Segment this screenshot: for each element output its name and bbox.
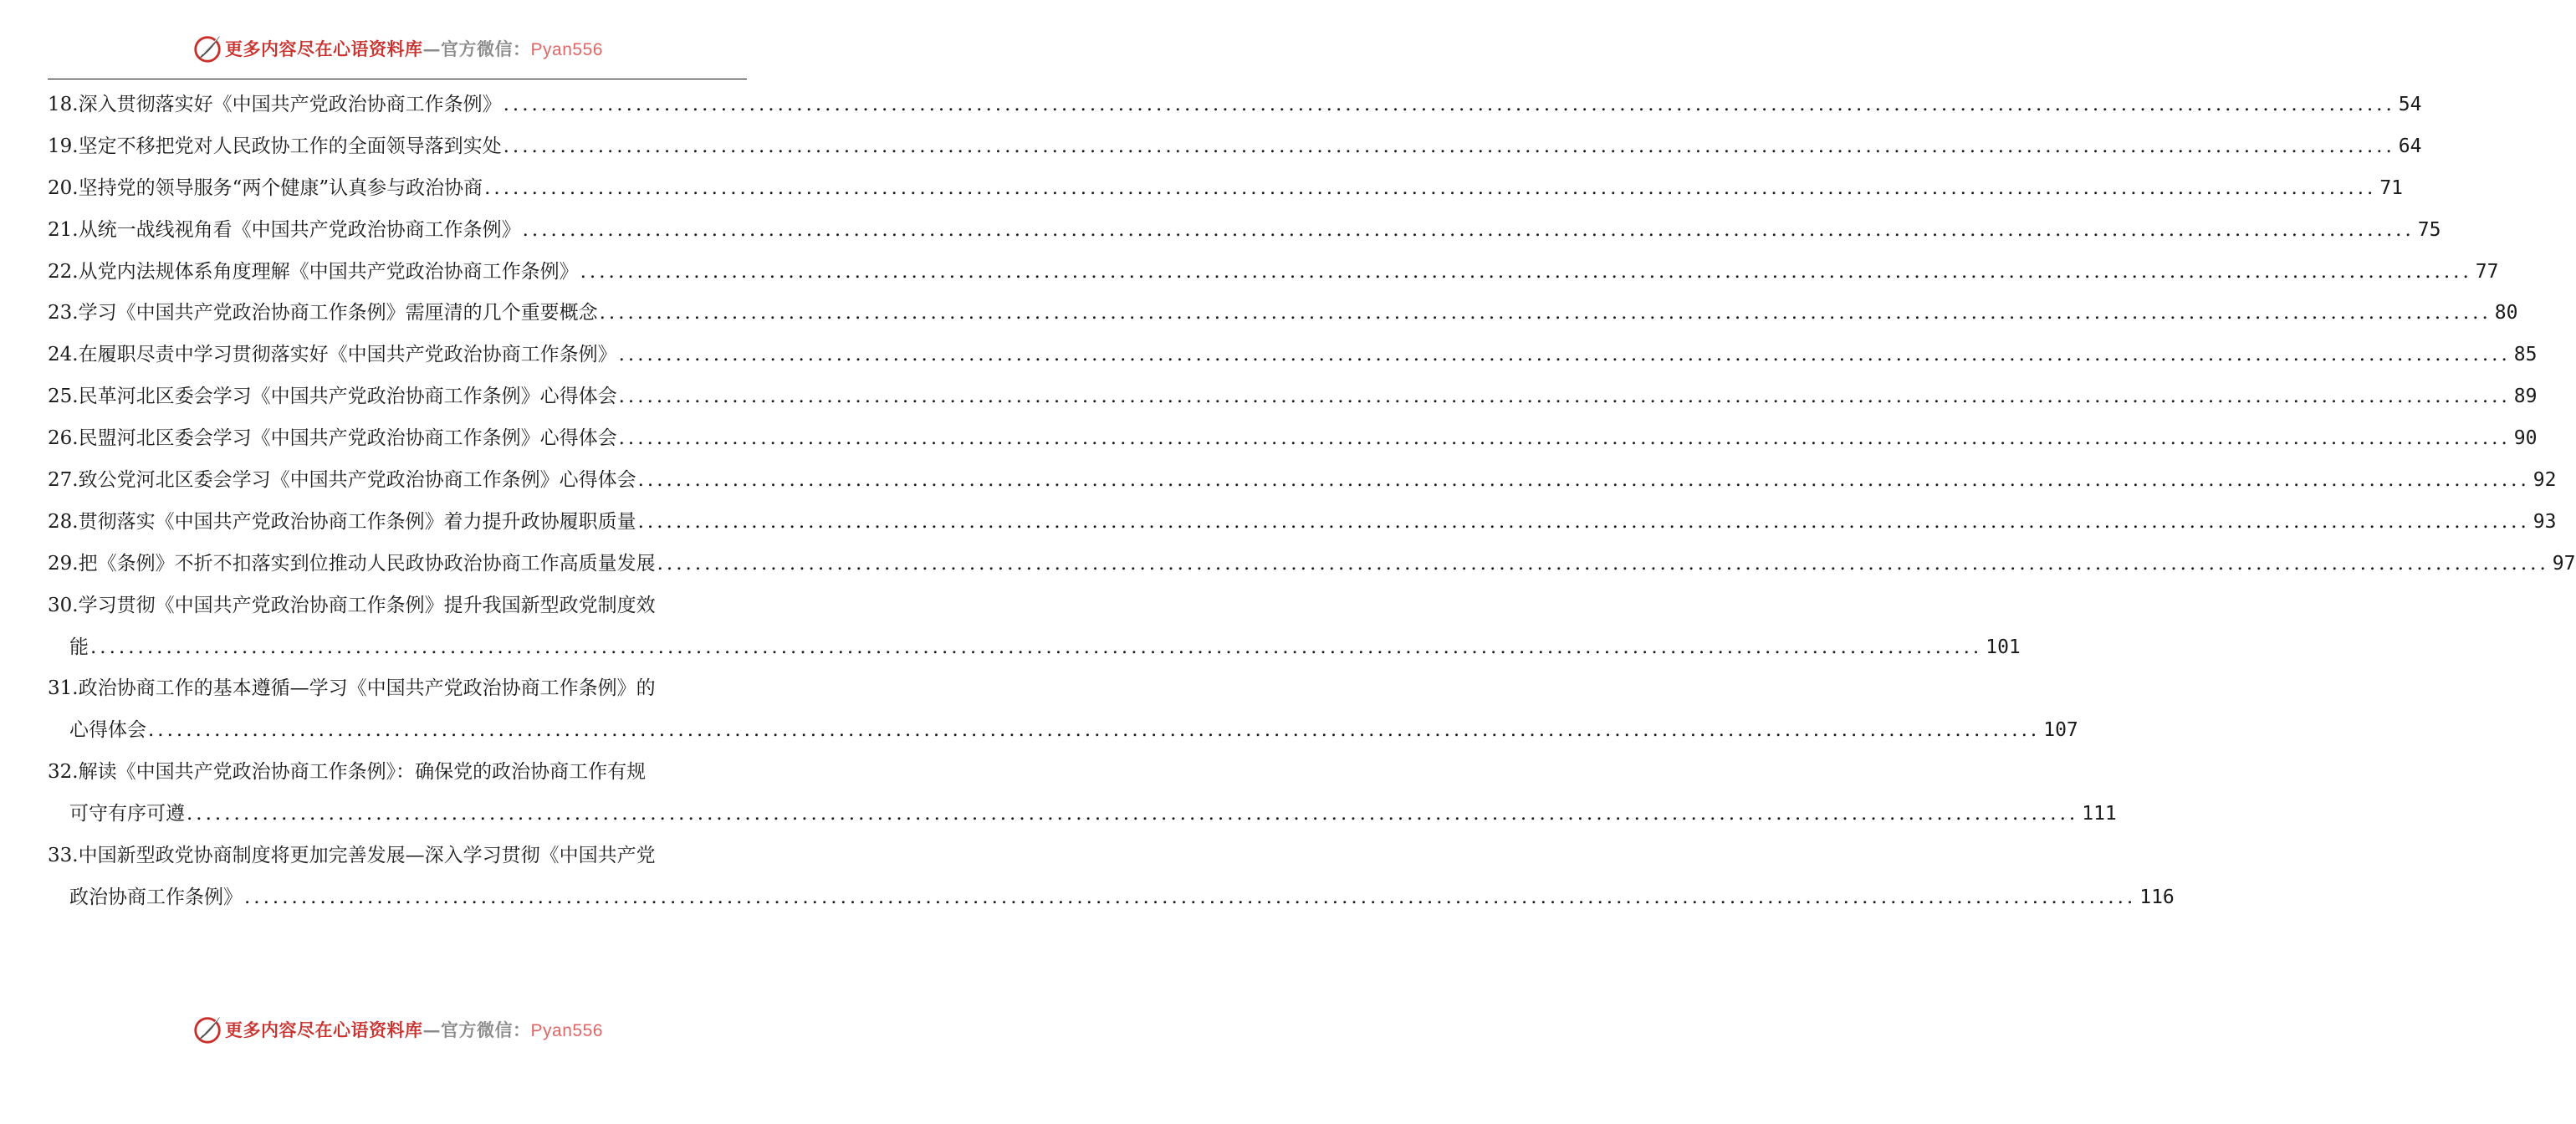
toc-entry-title: 23.学习《中国共产党政治协商工作条例》需厘清的几个重要概念 (48, 302, 598, 324)
toc-entry-line (48, 585, 747, 627)
toc-entry[interactable] (48, 210, 2441, 252)
toc-entry-title: 33.中国新型政党协商制度将更加完善发展—深入学习贯彻《中国共产党 (48, 845, 656, 867)
header-text (225, 36, 603, 61)
toc-entry[interactable] (48, 544, 2576, 585)
toc-entry[interactable] (48, 668, 2078, 752)
toc-entry-title: 心得体会 (69, 719, 146, 742)
toc-entry-page: 80 (2494, 302, 2518, 324)
toc-entry-page: 111 (2082, 803, 2117, 825)
toc-entry-line (48, 293, 2518, 335)
toc-entry-title: 32.解读《中国共产党政治协商工作条例》：确保党的政治协商工作有规 (48, 761, 647, 784)
toc-entry[interactable] (48, 418, 2538, 460)
toc-dot-leader: ........................................................................................................................................................................................................ (244, 886, 2137, 908)
toc-dot-leader: ........................................................................................................................................................................................................ (618, 427, 2511, 450)
toc-entry-line (48, 460, 2557, 502)
toc-entry-page: 97 (2552, 552, 2576, 575)
toc-entry-line (48, 668, 747, 710)
header-brand: 更多内容尽在心语资料库 (225, 38, 423, 59)
toc-entry-page: 75 (2417, 218, 2441, 241)
header-wechat-label: 官方微信： (441, 38, 531, 59)
toc-entry-page: 64 (2398, 135, 2422, 157)
toc-dot-leader: ........................................................................................................................................................................................................ (522, 218, 2415, 241)
toc-entry-line (48, 752, 747, 794)
toc-entry-page: 92 (2533, 469, 2557, 492)
toc-entry[interactable] (48, 752, 2117, 835)
toc-entry-title: 可守有序可遵 (69, 803, 185, 825)
toc-dot-leader: ........................................................................................................................................................................................................ (503, 94, 2395, 115)
toc-entry-page: 107 (2043, 719, 2078, 742)
toc-entry-page: 93 (2533, 510, 2557, 533)
toc-entry-line (48, 126, 2422, 168)
toc-entry[interactable] (48, 335, 2538, 376)
toc-entry-line (48, 376, 2538, 418)
toc-entry[interactable] (48, 126, 2422, 168)
toc-entry[interactable] (48, 502, 2557, 544)
toc-entry-title: 25.民革河北区委会学习《中国共产党政治协商工作条例》心得体会 (48, 386, 617, 408)
toc-entry-continuation (48, 877, 2175, 919)
toc-entry-title: 20.坚持党的领导服务“两个健康”认真参与政治协商 (48, 176, 483, 199)
toc-entry[interactable] (48, 835, 2175, 919)
toc-entry-page: 71 (2379, 176, 2404, 199)
toc-entry-line (48, 418, 2538, 460)
toc-entry-title: 24.在履职尽责中学习贯彻落实好《中国共产党政治协商工作条例》 (48, 344, 617, 366)
toc-entry-line (48, 502, 2557, 544)
quill-logo-icon (192, 33, 223, 64)
toc-entry[interactable] (48, 376, 2538, 418)
header-sep: — (422, 38, 442, 59)
toc-entry-line (48, 168, 2404, 210)
footer-wechat-id: Pyan556 (530, 1021, 603, 1040)
quill-logo-icon (192, 1014, 223, 1045)
toc-dot-leader: ........................................................................................................................................................................................................ (484, 176, 2377, 199)
toc-entry-title: 能 (69, 636, 89, 658)
toc-entry-continuation (48, 794, 2117, 835)
toc-entry[interactable] (48, 84, 2422, 126)
toc-entry-title: 28.贯彻落实《中国共产党政治协商工作条例》着力提升政协履职质量 (48, 510, 636, 533)
toc-dot-leader: ........................................................................................................................................................................................................ (148, 719, 2041, 742)
toc-entry-page: 54 (2398, 94, 2422, 115)
toc-entry-title: 22.从党内法规体系角度理解《中国共产党政治协商工作条例》 (48, 260, 579, 283)
toc-entry-line (48, 335, 2538, 376)
toc-dot-leader: ........................................................................................................................................................................................................ (187, 803, 2079, 825)
toc-entry-page: 101 (1986, 636, 2021, 658)
toc-entry-title: 26.民盟河北区委会学习《中国共产党政治协商工作条例》心得体会 (48, 427, 617, 450)
header-banner (0, 30, 795, 67)
toc-entry[interactable] (48, 585, 2021, 669)
toc-dot-leader: ........................................................................................................................................................................................................ (90, 636, 1983, 658)
toc-entry-continuation (48, 627, 2021, 669)
toc-dot-leader: ........................................................................................................................................................................................................ (599, 302, 2492, 324)
toc-dot-leader: ........................................................................................................................................................................................................ (618, 386, 2511, 408)
toc-entry-title: 27.致公党河北区委会学习《中国共产党政治协商工作条例》心得体会 (48, 469, 636, 492)
toc-entry-title: 31.政治协商工作的基本遵循—学习《中国共产党政治协商工作条例》的 (48, 677, 656, 700)
toc-entry-line (48, 252, 2499, 294)
toc-dot-leader: ........................................................................................................................................................................................................ (637, 510, 2530, 533)
toc-entry-page: 90 (2513, 427, 2538, 450)
toc-dot-leader: ........................................................................................................................................................................................................ (657, 552, 2549, 575)
toc-entry[interactable] (48, 460, 2557, 502)
toc-entry-title: 29.把《条例》不折不扣落实到位推动人民政协政治协商工作高质量发展 (48, 552, 656, 575)
toc-dot-leader: ........................................................................................................................................................................................................ (580, 260, 2472, 283)
toc-dot-leader: ........................................................................................................................................................................................................ (503, 135, 2395, 157)
toc-entry-line (48, 835, 747, 877)
toc-entry-line (48, 84, 2422, 126)
toc-entry-page: 85 (2513, 344, 2538, 366)
footer-brand: 更多内容尽在心语资料库 (225, 1019, 423, 1040)
toc-entry-title: 19.坚定不移把党对人民政协工作的全面领导落到实处 (48, 135, 502, 157)
toc-entry-page: 116 (2139, 886, 2175, 908)
toc-entry-page: 89 (2513, 386, 2538, 408)
toc-entry-title: 21.从统一战线视角看《中国共产党政治协商工作条例》 (48, 218, 521, 241)
toc-dot-leader: ........................................................................................................................................................................................................ (637, 469, 2530, 492)
table-of-contents (48, 84, 2576, 919)
footer-text (225, 1017, 603, 1042)
toc-entry-line (48, 544, 2576, 585)
toc-entry-title: 18.深入贯彻落实好《中国共产党政治协商工作条例》 (48, 94, 502, 115)
footer-wechat-label: 官方微信： (441, 1019, 531, 1040)
toc-dot-leader: ........................................................................................................................................................................................................ (618, 344, 2511, 366)
toc-entry[interactable] (48, 293, 2518, 335)
toc-entry-title: 30.学习贯彻《中国共产党政治协商工作条例》提升我国新型政党制度效 (48, 594, 656, 616)
header-wechat-id: Pyan556 (530, 40, 603, 59)
footer-banner (0, 1011, 795, 1048)
toc-entry[interactable] (48, 252, 2499, 294)
toc-entry-title: 政治协商工作条例》 (69, 886, 243, 908)
toc-entry-page: 77 (2475, 260, 2499, 283)
footer-sep: — (422, 1019, 442, 1040)
toc-entry-line (48, 210, 2441, 252)
toc-entry[interactable] (48, 168, 2404, 210)
toc-entry-continuation (48, 710, 2078, 752)
